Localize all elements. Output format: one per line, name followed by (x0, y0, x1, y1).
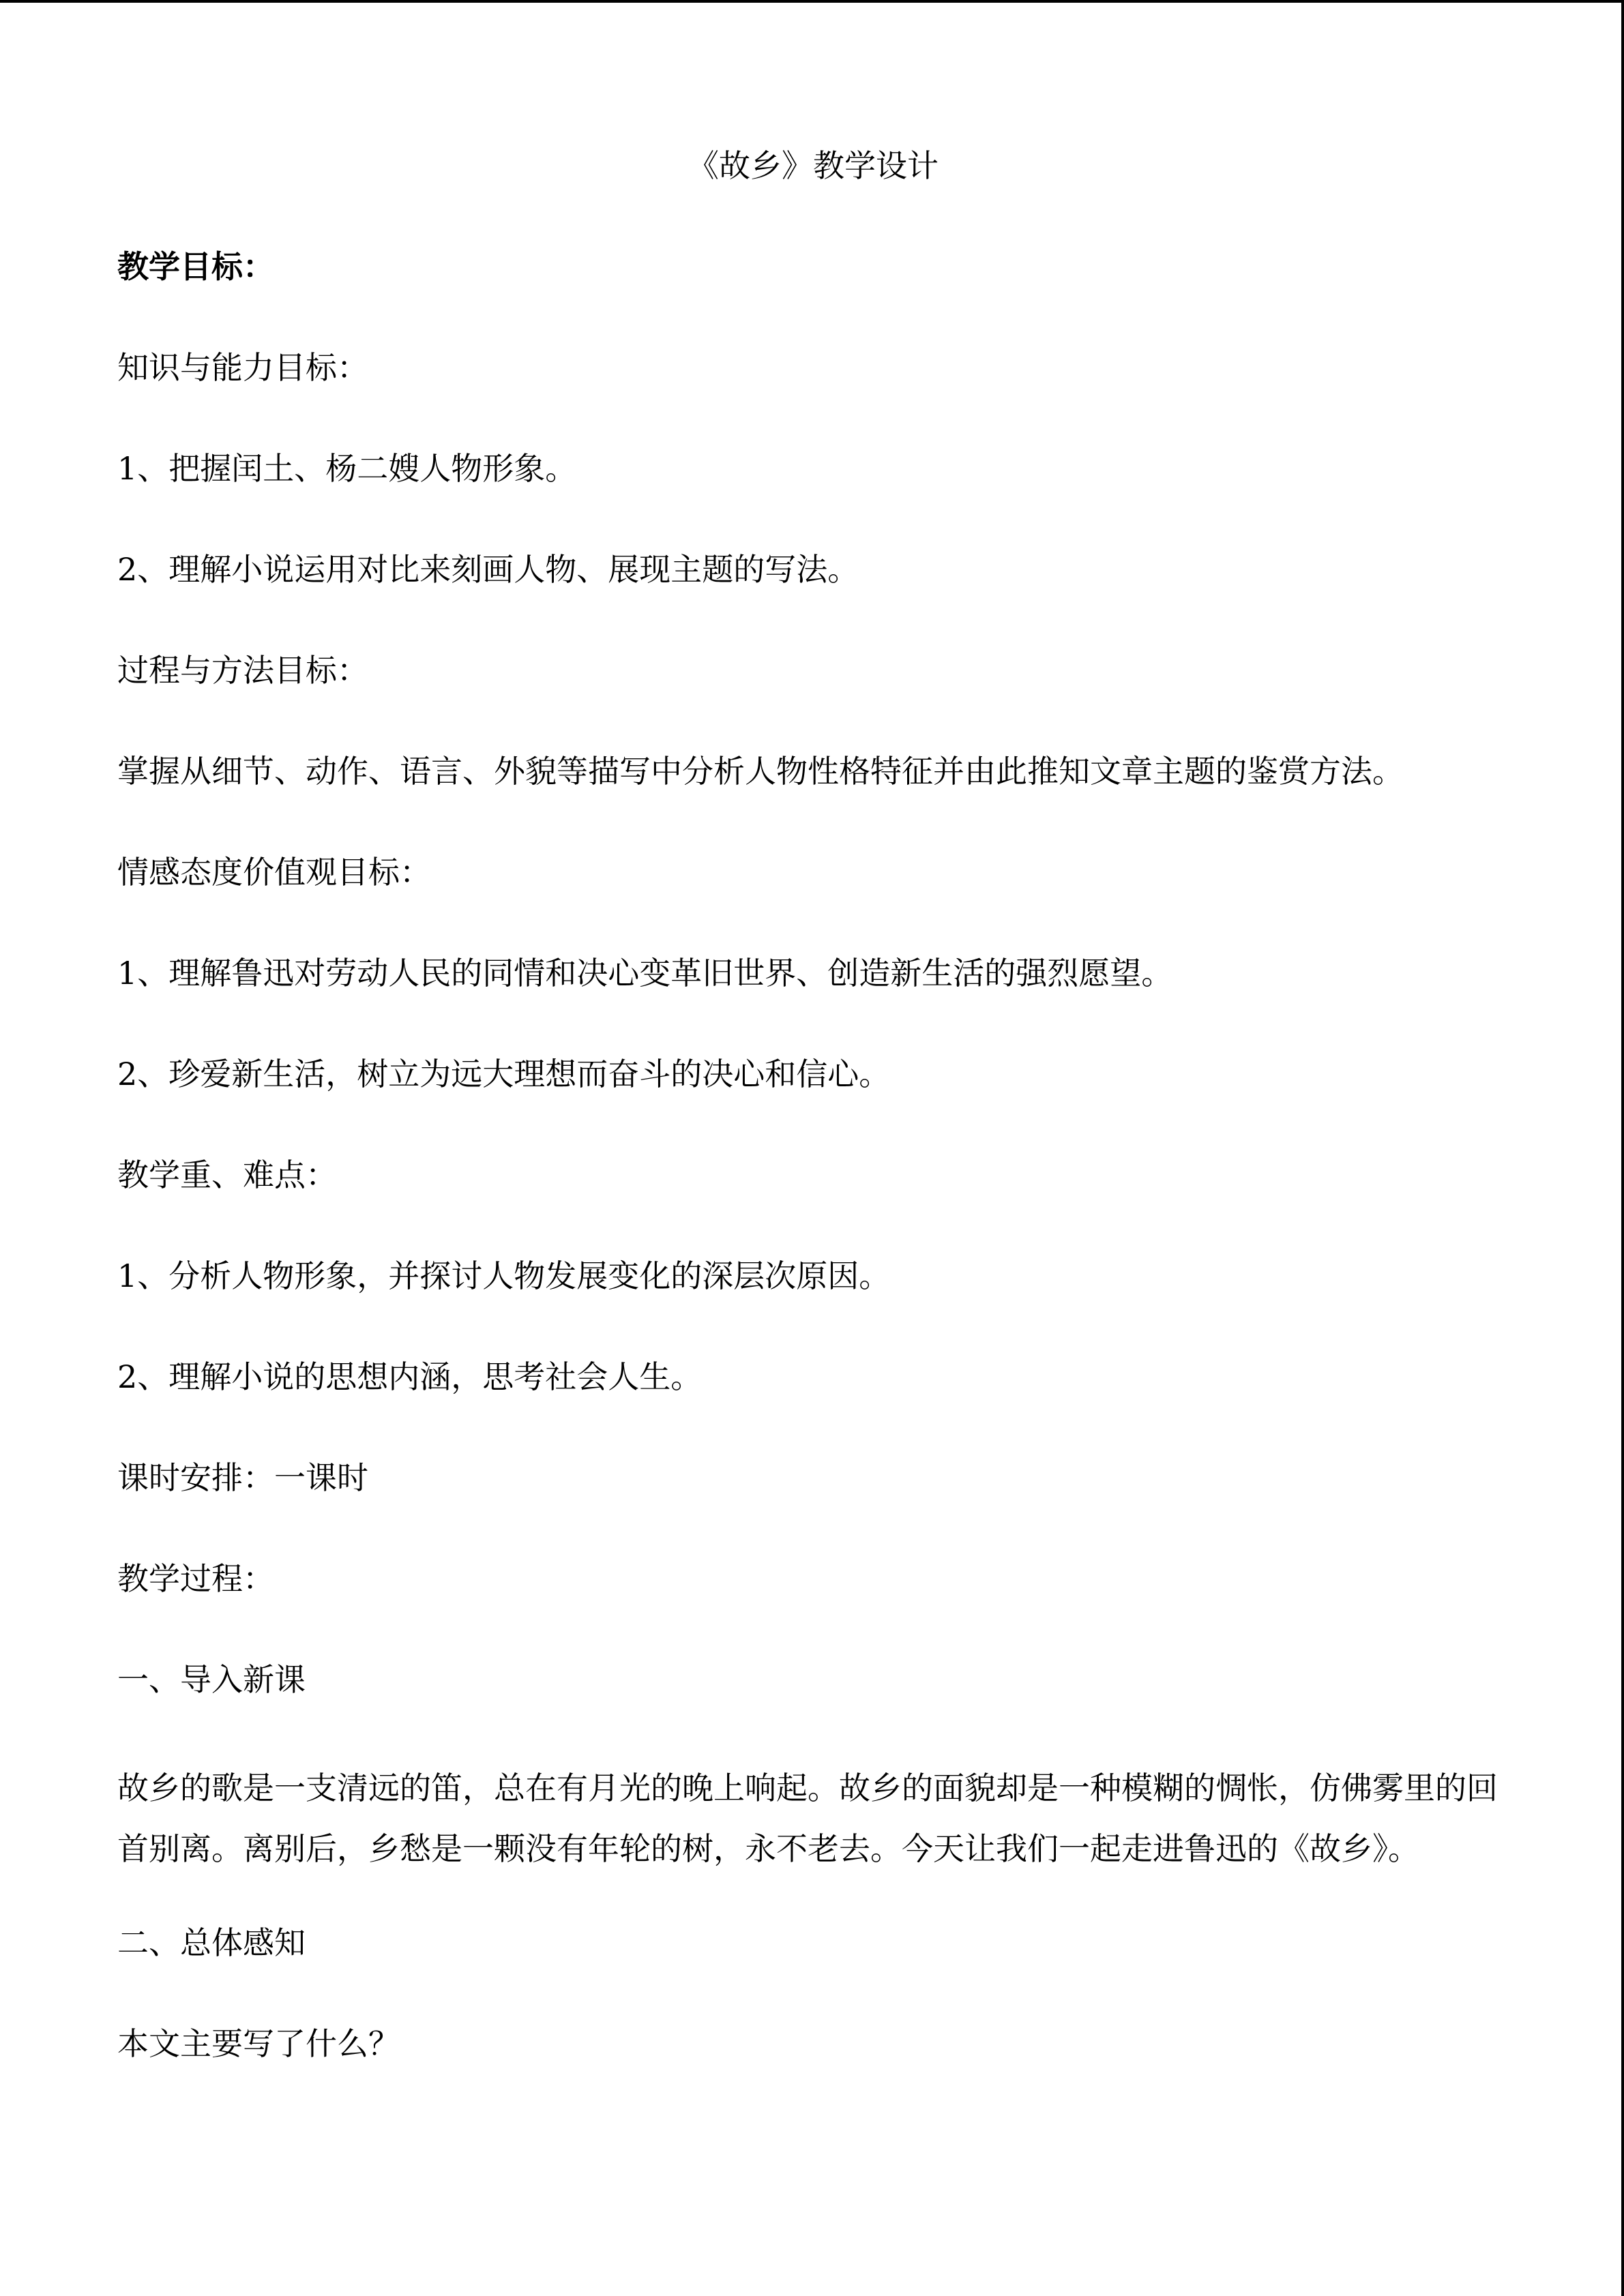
section-introduction: 一、导入新课 (117, 1661, 306, 1698)
document-title: 《故乡》教学设计 (688, 147, 939, 184)
goal-item-2: 2、理解小说运用对比来刻画人物、展现主题的写法。 (117, 551, 859, 588)
question-main-content: 本文主要写了什么？ (117, 2025, 400, 2062)
difficulty-item-2: 2、理解小说的思想内涵，思考社会人生。 (117, 1358, 703, 1395)
heading-teaching-process: 教学过程： (117, 1560, 274, 1597)
emotion-goal-item-2: 2、珍爱新生活，树立为远大理想而奋斗的决心和信心。 (117, 1056, 891, 1092)
goal-item-1: 1、把握闰土、杨二嫂人物形象。 (117, 450, 577, 487)
heading-teaching-goals: 教学目标： (117, 248, 274, 285)
subheading-emotion-values: 情感态度价值观目标： (117, 854, 431, 891)
method-goal-text: 掌握从细节、动作、语言、外貌等描写中分析人物性格特征并由此推知文章主题的鉴赏方法。 (117, 753, 1404, 790)
subheading-process-method: 过程与方法目标： (117, 652, 368, 689)
class-schedule: 课时安排：一课时 (117, 1459, 368, 1496)
document-body (117, 143, 1509, 2122)
emotion-goal-item-1: 1、理解鲁迅对劳动人民的同情和决心变革旧世界、创造新生活的强烈愿望。 (117, 955, 1173, 992)
difficulty-item-1: 1、分析人物形象，并探讨人物发展变化的深层次原因。 (117, 1257, 891, 1294)
section-overall-perception: 二、总体感知 (117, 1924, 306, 1961)
heading-key-difficulties: 教学重、难点： (117, 1157, 337, 1193)
subheading-knowledge-ability: 知识与能力目标： (117, 349, 368, 386)
introduction-text: 故乡的歌是一支清远的笛，总在有月光的晚上响起。故乡的面貌却是一种模糊的惆怅，仿佛雾里的回首别离。离别后，乡愁是一颗没有年轮的树，永不老去。今天让我们一起走进鲁迅的《故乡》。 (117, 1770, 1498, 1867)
